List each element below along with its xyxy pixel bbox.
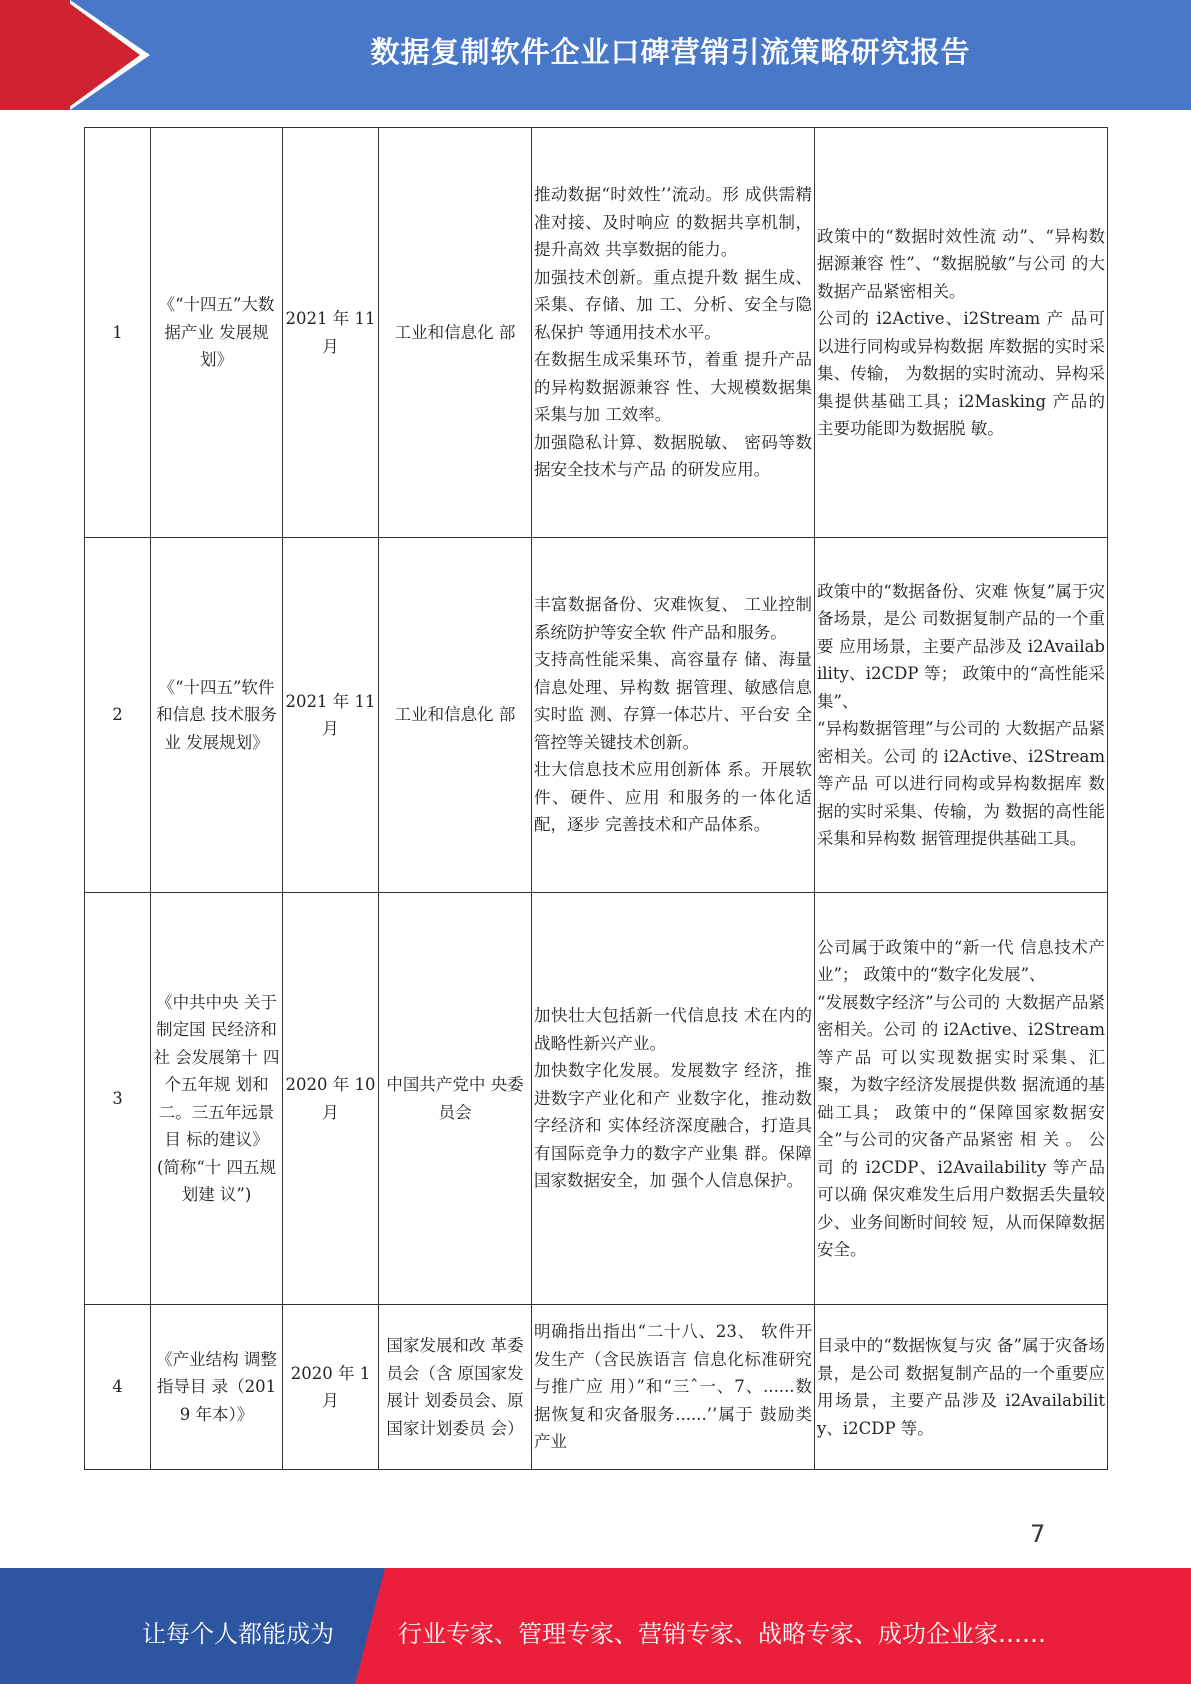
footer-slogan-right: 行业专家、管理专家、营销专家、战略专家、成功企业家…… [398, 1620, 1046, 1648]
issue-date: 2020 年 10 月 [283, 893, 379, 1305]
row-number: 4 [85, 1305, 151, 1470]
relevance-paragraph: “发展数字经济”与公司的 大数据产品紧密相关。公司 的 i2Active、i2Stream 等产品 可以实现数据实时采集、汇 聚，为数字经济发展提供数 据流通的基础工具； 政策中的“保障国家数据安 全”与公司的灾备产品紧密 相 关 。 公 司 的 i2CDP、i2Availability 等产品可以确 保灾难发生后用户数据丢失量较少、业务间断时间较 短，从而保障数据安全。 [817, 992, 1105, 1259]
row-number: 2 [85, 538, 151, 893]
relevance-paragraph: 政策中的“数据备份、灾难 恢复”属于灾备场景，是公 司数据复制产品的一个重要 应用场景，主要产品涉及 i2Availability、i2CDP 等； 政策中的“高性能采集”、 [817, 581, 1105, 711]
policy-content [532, 128, 815, 538]
policy-content [532, 538, 815, 893]
policy-name: 《“十四五”软件和信息 技术服务业 发展规划》 [151, 538, 283, 893]
policy-content-paragraph: 推动数据“时效性’’流动。形 成供需精准对接、及时响应 的数据共享机制，提升高效 共享数据的能力。 [534, 185, 812, 260]
relevance-paragraph: 公司属于政策中的“新一代 信息技术产业”； 政策中的“数字化发展”、 [817, 937, 1105, 984]
table-row [85, 893, 1108, 1305]
page-number: 7 [1030, 1520, 1046, 1548]
issuing-department: 工业和信息化 部 [379, 128, 532, 538]
policy-table [84, 127, 1108, 1470]
policy-content-paragraph: 加快数字化发展。发展数字 经济，推进数字产业化和产 业数字化，推动数字经济和 实体经济深度融合，打造具 有国际竞争力的数字产业集 群。保障国家数据安全，加 强个人信息保护。 [534, 1061, 812, 1191]
policy-content-paragraph: 丰富数据备份、灾难恢复、 工业控制系统防护等安全软 件产品和服务。 [534, 595, 812, 642]
policy-content-paragraph: 加强隐私计算、数据脱敏、 密码等数据安全技术与产品 的研发应用。 [534, 432, 812, 480]
relevance-paragraph: 目录中的“数据恢复与灾 备”属于灾备场景，是公司 数据复制产品的一个重要应 用场景，主要产品涉及 i2Availability、i2CDP 等。 [817, 1336, 1105, 1438]
table-row [85, 128, 1108, 538]
footer-blue-slant [355, 1568, 385, 1684]
policy-content-paragraph: 壮大信息技术应用创新体 系。开展软件、硬件、应用 和服务的一体化适配，逐步 完善技术和产品体系。 [534, 760, 812, 835]
company-relevance [815, 893, 1108, 1305]
policy-content-paragraph: 加快壮大包括新一代信息技 术在内的战略性新兴产业。 [534, 1006, 812, 1053]
row-number: 3 [85, 893, 151, 1305]
policy-content [532, 1305, 815, 1470]
page-header [0, 0, 1191, 110]
company-relevance [815, 128, 1108, 538]
policy-name: 《“十四五”大数据产业 发展规划》 [151, 128, 283, 538]
policy-content-paragraph: 在数据生成采集环节，着重 提升产品的异构数据源兼容 性、大规模数据集采集与加 工效率。 [534, 350, 812, 425]
policy-content-paragraph: 加强技术创新。重点提升数 据生成、采集、存储、加 工、分析、安全与隐私保护 等通用技术水平。 [534, 267, 812, 342]
issue-date: 2021 年 11 月 [283, 538, 379, 893]
issuing-department: 工业和信息化 部 [379, 538, 532, 893]
issuing-department: 中国共产党中 央委员会 [379, 893, 532, 1305]
table-row [85, 1305, 1108, 1470]
policy-name: 《产业结构 调整指导目 录（2019 年本）》 [151, 1305, 283, 1470]
relevance-paragraph: “异构数据管理”与公司的 大数据产品紧密相关。公司 的 i2Active、i2Stream 等产品 可以进行同构或异构数据库 数据的实时采集、传输，为 数据的高性能采集和异构数 据管理提供基础工具。 [817, 719, 1105, 848]
relevance-paragraph: 政策中的“数据时效性流 动”、“异构数据源兼容 性”、“数据脱敏”与公司 的大数据产品紧密相关。 [817, 226, 1105, 301]
policy-content-paragraph: 支持高性能采集、高容量存 储、海量信息处理、异构数 据管理、敏感信息实时监 测、存算一体芯片、平台安 全管控等关键技术创新。 [534, 650, 812, 752]
page-footer [0, 1568, 1191, 1684]
relevance-paragraph: 公司的 i2Active、i2Stream 产 品可以进行同构或异构数据 库数据的实时采集、传输， 为数据的实时流动、异构采 集提供基础工具；i2Masking 产品的主要功能即为数据脱 敏。 [817, 309, 1105, 438]
policy-content-paragraph: 明确指出指出“二十八、23、 软件开发生产（含民族语言 信息化标准研究与推广应 用）”和“三ˆ一、7、......数 据恢复和灾备服务......’’属于 鼓励类产业 [534, 1322, 812, 1452]
company-relevance [815, 1305, 1108, 1470]
row-number: 1 [85, 128, 151, 538]
footer-slogan-left: 让每个人都能成为 [142, 1620, 334, 1648]
header-red-accent [0, 0, 70, 110]
header-red-chevron [65, 0, 140, 110]
policy-content [532, 893, 815, 1305]
report-title: 数据复制软件企业口碑营销引流策略研究报告 [370, 35, 971, 69]
table-row [85, 538, 1108, 893]
issue-date: 2021 年 11 月 [283, 128, 379, 538]
issue-date: 2020 年 1 月 [283, 1305, 379, 1470]
policy-name: 《中共中央 关于制定国 民经济和社 会发展第十 四个五年规 划和二。三五年远景目 标的建议》 (简称“十 四五规划建 议”) [151, 893, 283, 1305]
issuing-department: 国家发展和改 革委员会（含 原国家发展计 划委员会、原 国家计划委员 会） [379, 1305, 532, 1470]
company-relevance [815, 538, 1108, 893]
